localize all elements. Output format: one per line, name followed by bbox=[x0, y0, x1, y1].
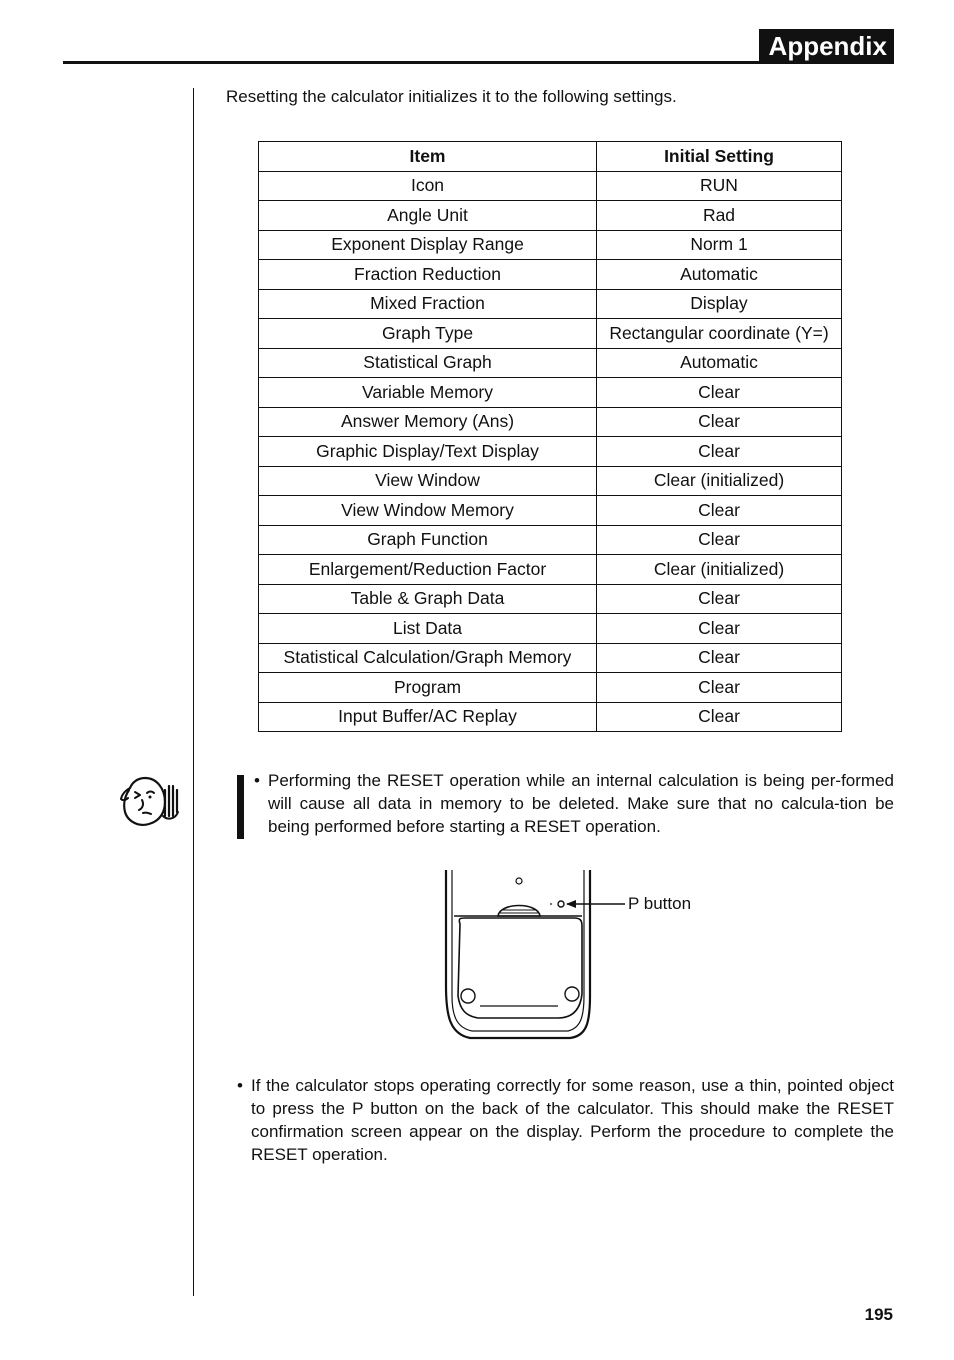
column-header-initial-setting: Initial Setting bbox=[597, 142, 842, 172]
setting-cell: Clear bbox=[597, 378, 842, 408]
caution-note bbox=[254, 769, 894, 838]
p-button-hole-top bbox=[516, 878, 522, 884]
table-row bbox=[259, 171, 842, 201]
item-cell: Graphic Display/Text Display bbox=[259, 437, 597, 467]
margin-rule bbox=[193, 88, 194, 1296]
setting-cell: Norm 1 bbox=[597, 230, 842, 260]
setting-cell: Clear (initialized) bbox=[597, 555, 842, 585]
note-text: Performing the RESET operation while an internal calculation is being per-formed will cause all data in memory to be deleted. Make sure that no calcula-tion be being performed before starting a RESET operation. bbox=[268, 771, 894, 836]
item-cell: Answer Memory (Ans) bbox=[259, 407, 597, 437]
table-row bbox=[259, 466, 842, 496]
item-cell: Angle Unit bbox=[259, 201, 597, 231]
setting-cell: Display bbox=[597, 289, 842, 319]
intro-text: Resetting the calculator initializes it to the following settings. bbox=[226, 87, 677, 106]
item-cell: Fraction Reduction bbox=[259, 260, 597, 290]
table-row bbox=[259, 643, 842, 673]
setting-cell: Rectangular coordinate (Y=) bbox=[597, 319, 842, 349]
note-bar bbox=[237, 775, 244, 839]
table-row bbox=[259, 525, 842, 555]
setting-cell: Clear (initialized) bbox=[597, 466, 842, 496]
item-cell: Program bbox=[259, 673, 597, 703]
setting-cell: Automatic bbox=[597, 348, 842, 378]
setting-cell: RUN bbox=[597, 171, 842, 201]
table-row bbox=[259, 230, 842, 260]
setting-cell: Clear bbox=[597, 437, 842, 467]
setting-cell: Clear bbox=[597, 525, 842, 555]
item-cell: List Data bbox=[259, 614, 597, 644]
calculator-back-illustration bbox=[440, 866, 630, 1048]
initial-settings-table bbox=[258, 141, 842, 732]
setting-cell: Clear bbox=[597, 702, 842, 732]
p-button-label: P button bbox=[628, 894, 692, 913]
table-row bbox=[259, 319, 842, 349]
bullet: • bbox=[237, 1076, 243, 1095]
item-cell: Statistical Calculation/Graph Memory bbox=[259, 643, 597, 673]
item-cell: Table & Graph Data bbox=[259, 584, 597, 614]
setting-cell: Clear bbox=[597, 614, 842, 644]
screw-left bbox=[461, 989, 475, 1003]
item-cell: Mixed Fraction bbox=[259, 289, 597, 319]
setting-cell: Automatic bbox=[597, 260, 842, 290]
item-cell: Variable Memory bbox=[259, 378, 597, 408]
table-row bbox=[259, 348, 842, 378]
table-row bbox=[259, 614, 842, 644]
item-cell: View Window Memory bbox=[259, 496, 597, 526]
table-row bbox=[259, 289, 842, 319]
item-cell: Statistical Graph bbox=[259, 348, 597, 378]
setting-cell: Clear bbox=[597, 496, 842, 526]
table-row bbox=[259, 702, 842, 732]
table-row bbox=[259, 496, 842, 526]
table-row bbox=[259, 407, 842, 437]
item-cell: Icon bbox=[259, 171, 597, 201]
table-row bbox=[259, 437, 842, 467]
page-number: 195 bbox=[864, 1305, 893, 1324]
column-header-item: Item bbox=[259, 142, 597, 172]
setting-cell: Clear bbox=[597, 407, 842, 437]
table-row bbox=[259, 673, 842, 703]
item-cell: Input Buffer/AC Replay bbox=[259, 702, 597, 732]
instruction-text: If the calculator stops operating correctly for some reason, use a thin, pointed object to press the P button on the back of the calculator. This should make the RESET confirmation screen appear on the display. Perform the procedure to complete the RESET operation. bbox=[251, 1076, 894, 1164]
bullet: • bbox=[254, 771, 260, 790]
table-header-row bbox=[259, 142, 842, 172]
item-cell: Graph Function bbox=[259, 525, 597, 555]
instruction-bullet-item bbox=[237, 1074, 894, 1166]
table-row bbox=[259, 555, 842, 585]
page-header-title: Appendix bbox=[759, 29, 894, 64]
table-row bbox=[259, 260, 842, 290]
note-bullet-item bbox=[254, 769, 894, 838]
table-row bbox=[259, 378, 842, 408]
setting-cell: Clear bbox=[597, 643, 842, 673]
caution-face-icon bbox=[119, 772, 181, 830]
item-cell: Exponent Display Range bbox=[259, 230, 597, 260]
setting-cell: Clear bbox=[597, 673, 842, 703]
setting-cell: Rad bbox=[597, 201, 842, 231]
item-cell: Graph Type bbox=[259, 319, 597, 349]
screw-right bbox=[565, 987, 579, 1001]
item-cell: Enlargement/Reduction Factor bbox=[259, 555, 597, 585]
p-button-icon bbox=[558, 901, 564, 907]
reset-instructions bbox=[237, 1074, 894, 1166]
setting-cell: Clear bbox=[597, 584, 842, 614]
table-row bbox=[259, 201, 842, 231]
table-row bbox=[259, 584, 842, 614]
item-cell: View Window bbox=[259, 466, 597, 496]
